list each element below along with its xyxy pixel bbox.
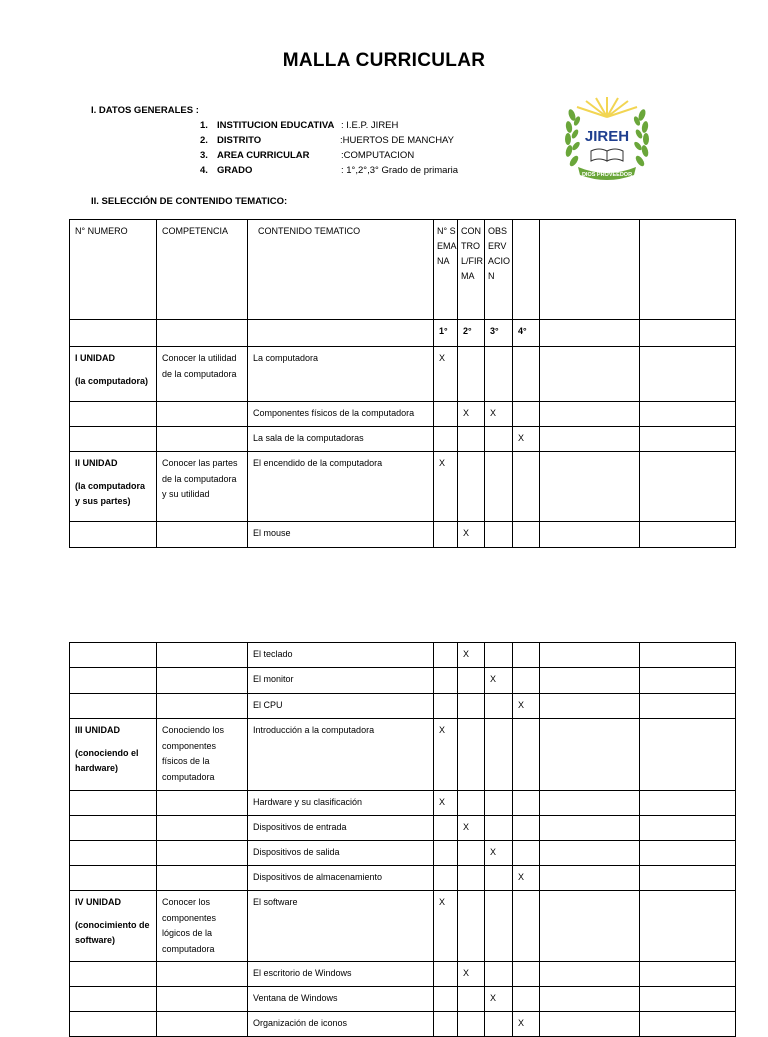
table-cell bbox=[640, 962, 736, 987]
table-row bbox=[70, 347, 736, 402]
unit-cell bbox=[70, 347, 157, 402]
mark-cell bbox=[485, 427, 513, 452]
content-cell: La sala de la computadoras bbox=[248, 427, 434, 452]
table-cell bbox=[540, 427, 640, 452]
general-item bbox=[200, 165, 560, 180]
logo-motto: DIOS PROVEEDOR bbox=[581, 172, 633, 178]
mark-cell bbox=[434, 668, 458, 694]
item-number: 4. bbox=[200, 165, 208, 176]
item-number: 3. bbox=[200, 150, 208, 161]
mark-cell bbox=[485, 962, 513, 987]
unit-name: II UNIDAD bbox=[75, 458, 118, 468]
unit-cell bbox=[70, 891, 157, 962]
table-cell bbox=[540, 220, 640, 320]
item-number: 2. bbox=[200, 135, 208, 146]
general-item bbox=[200, 150, 560, 165]
table-cell bbox=[640, 402, 736, 427]
table-row bbox=[70, 987, 736, 1012]
table-row bbox=[70, 643, 736, 668]
table-cell bbox=[540, 522, 640, 548]
table-cell bbox=[157, 668, 248, 694]
table-cell bbox=[640, 791, 736, 816]
curriculum-table-part1 bbox=[69, 219, 736, 548]
table-cell bbox=[157, 402, 248, 427]
header-control-cell bbox=[458, 220, 485, 320]
mark-cell bbox=[513, 452, 540, 522]
mark-cell bbox=[434, 866, 458, 891]
table-cell bbox=[640, 452, 736, 522]
table-cell bbox=[157, 643, 248, 668]
content-cell: Ventana de Windows bbox=[248, 987, 434, 1012]
table-cell bbox=[540, 347, 640, 402]
section-content-heading: II. SELECCIÓN DE CONTENIDO TEMATICO: bbox=[91, 196, 288, 207]
table-row bbox=[70, 791, 736, 816]
mark-cell bbox=[458, 841, 485, 866]
table-cell bbox=[540, 866, 640, 891]
content-cell: Organización de iconos bbox=[248, 1012, 434, 1037]
table-row bbox=[70, 402, 736, 427]
table-row bbox=[70, 841, 736, 866]
item-label: GRADO bbox=[217, 165, 253, 176]
table-cell bbox=[70, 816, 157, 841]
table-cell bbox=[640, 841, 736, 866]
mark-cell: X bbox=[434, 452, 458, 522]
competencia-cell: Conocer las partes de la computadora y su utilidad bbox=[157, 452, 248, 522]
mark-cell bbox=[485, 347, 513, 402]
mark-cell: X bbox=[485, 668, 513, 694]
content-cell: El teclado bbox=[248, 643, 434, 668]
mark-cell bbox=[485, 866, 513, 891]
table-cell bbox=[540, 987, 640, 1012]
mark-cell bbox=[458, 694, 485, 719]
unit-subtitle: (la computadora) bbox=[75, 376, 149, 386]
table-cell bbox=[248, 320, 434, 347]
mark-cell: X bbox=[434, 791, 458, 816]
table-cell bbox=[640, 694, 736, 719]
mark-cell bbox=[434, 402, 458, 427]
school-logo bbox=[558, 95, 656, 185]
table-cell bbox=[70, 866, 157, 891]
mark-cell bbox=[513, 668, 540, 694]
table-cell bbox=[157, 1012, 248, 1037]
table-cell bbox=[157, 694, 248, 719]
table-cell bbox=[540, 452, 640, 522]
mark-cell: X bbox=[485, 841, 513, 866]
mark-cell: X bbox=[458, 962, 485, 987]
table-cell bbox=[70, 962, 157, 987]
laurel-left bbox=[565, 108, 582, 167]
mark-cell bbox=[434, 962, 458, 987]
table-row bbox=[70, 816, 736, 841]
mark-cell bbox=[458, 452, 485, 522]
content-cell: El mouse bbox=[248, 522, 434, 548]
mark-cell bbox=[513, 347, 540, 402]
content-cell: Dispositivos de salida bbox=[248, 841, 434, 866]
table-row bbox=[70, 891, 736, 962]
item-label: DISTRITO bbox=[217, 135, 262, 146]
header-observacion-cell bbox=[485, 220, 513, 320]
mark-cell bbox=[513, 402, 540, 427]
mark-cell bbox=[458, 1012, 485, 1037]
mark-cell bbox=[434, 816, 458, 841]
table-row bbox=[70, 962, 736, 987]
table-cell bbox=[157, 816, 248, 841]
table-cell bbox=[513, 220, 540, 320]
unit-name: III UNIDAD bbox=[75, 725, 120, 735]
table-cell bbox=[640, 816, 736, 841]
header-contenido: CONTENIDO TEMATICO bbox=[248, 220, 434, 320]
mark-cell: X bbox=[434, 719, 458, 791]
content-cell: La computadora bbox=[248, 347, 434, 402]
mark-cell bbox=[458, 668, 485, 694]
table-cell bbox=[70, 694, 157, 719]
table-cell bbox=[640, 320, 736, 347]
mark-cell bbox=[458, 427, 485, 452]
table-row bbox=[70, 522, 736, 548]
table-cell bbox=[640, 347, 736, 402]
week-label: 1° bbox=[434, 320, 458, 347]
header-control: CONTROL/FIRMA bbox=[461, 226, 484, 281]
mark-cell: X bbox=[485, 987, 513, 1012]
table-cell bbox=[540, 668, 640, 694]
competencia-cell: Conocer la utilidad de la computadora bbox=[157, 347, 248, 402]
mark-cell bbox=[485, 452, 513, 522]
table-cell bbox=[70, 402, 157, 427]
mark-cell bbox=[513, 643, 540, 668]
table-cell bbox=[640, 220, 736, 320]
general-item bbox=[200, 120, 560, 135]
page-title: MALLA CURRICULAR bbox=[282, 50, 486, 71]
mark-cell bbox=[434, 1012, 458, 1037]
mark-cell bbox=[513, 719, 540, 791]
table-cell bbox=[640, 427, 736, 452]
unit-subtitle: (la computadora y sus partes) bbox=[75, 481, 146, 506]
table-cell bbox=[70, 1012, 157, 1037]
table-cell bbox=[157, 522, 248, 548]
table-cell bbox=[640, 719, 736, 791]
mark-cell bbox=[485, 522, 513, 548]
book-icon bbox=[591, 149, 623, 161]
table-cell bbox=[70, 841, 157, 866]
mark-cell bbox=[513, 891, 540, 962]
content-cell: El escritorio de Windows bbox=[248, 962, 434, 987]
mark-cell: X bbox=[513, 1012, 540, 1037]
table-cell bbox=[540, 402, 640, 427]
table-row bbox=[70, 694, 736, 719]
content-cell: Componentes físicos de la computadora bbox=[248, 402, 434, 427]
table-header-row bbox=[70, 220, 736, 320]
mark-cell: X bbox=[458, 522, 485, 548]
header-semana: N° SEMANA bbox=[437, 226, 457, 266]
table-row bbox=[70, 668, 736, 694]
unit-cell bbox=[70, 452, 157, 522]
mark-cell bbox=[434, 522, 458, 548]
mark-cell bbox=[458, 791, 485, 816]
table-row bbox=[70, 719, 736, 791]
week-number-row bbox=[70, 320, 736, 347]
table-cell bbox=[540, 891, 640, 962]
table-cell bbox=[540, 791, 640, 816]
table-cell bbox=[540, 962, 640, 987]
unit-subtitle: (conocimiento de software) bbox=[75, 920, 150, 945]
table-cell bbox=[70, 643, 157, 668]
mark-cell bbox=[485, 719, 513, 791]
mark-cell bbox=[485, 694, 513, 719]
week-label: 3° bbox=[485, 320, 513, 347]
unit-name: IV UNIDAD bbox=[75, 897, 122, 907]
mark-cell: X bbox=[458, 402, 485, 427]
table-cell bbox=[157, 427, 248, 452]
mark-cell bbox=[458, 347, 485, 402]
unit-name: I UNIDAD bbox=[75, 353, 115, 363]
item-value: :HUERTOS DE MANCHAY bbox=[340, 135, 455, 146]
competencia-cell: Conocer los componentes lógicos de la computadora bbox=[157, 891, 248, 962]
mark-cell: X bbox=[513, 866, 540, 891]
table-cell bbox=[70, 987, 157, 1012]
week-label: 2° bbox=[458, 320, 485, 347]
logo-emblem-icon bbox=[558, 95, 656, 185]
table-cell bbox=[640, 1012, 736, 1037]
table-cell bbox=[640, 891, 736, 962]
item-label: AREA CURRICULAR bbox=[217, 150, 310, 161]
general-item bbox=[200, 135, 560, 150]
mark-cell: X bbox=[458, 643, 485, 668]
mark-cell bbox=[485, 791, 513, 816]
content-cell: El CPU bbox=[248, 694, 434, 719]
item-label: INSTITUCION EDUCATIVA bbox=[217, 120, 335, 131]
table-row bbox=[70, 427, 736, 452]
mark-cell bbox=[513, 962, 540, 987]
table-cell bbox=[70, 320, 157, 347]
item-value: :COMPUTACION bbox=[341, 150, 415, 161]
table-row bbox=[70, 452, 736, 522]
content-cell: Hardware y su clasificación bbox=[248, 791, 434, 816]
table-row bbox=[70, 866, 736, 891]
general-data-list bbox=[200, 120, 560, 182]
section-general-heading: I. DATOS GENERALES : bbox=[91, 105, 199, 116]
mark-cell bbox=[485, 1012, 513, 1037]
mark-cell bbox=[458, 891, 485, 962]
content-cell: Dispositivos de entrada bbox=[248, 816, 434, 841]
mark-cell: X bbox=[434, 347, 458, 402]
header-semana-cell bbox=[434, 220, 458, 320]
mark-cell bbox=[513, 791, 540, 816]
mark-cell bbox=[513, 841, 540, 866]
table-cell bbox=[640, 866, 736, 891]
table-cell bbox=[540, 719, 640, 791]
table-cell bbox=[540, 643, 640, 668]
table-cell bbox=[157, 866, 248, 891]
table-cell bbox=[70, 522, 157, 548]
table-cell bbox=[157, 962, 248, 987]
week-label: 4° bbox=[513, 320, 540, 347]
item-number: 1. bbox=[200, 120, 208, 131]
table-cell bbox=[70, 668, 157, 694]
item-value: : 1°,2°,3° Grado de primaria bbox=[341, 165, 459, 176]
table-cell bbox=[157, 791, 248, 816]
table-cell bbox=[70, 427, 157, 452]
header-competencia: COMPETENCIA bbox=[157, 220, 248, 320]
mark-cell bbox=[485, 643, 513, 668]
unit-cell bbox=[70, 719, 157, 791]
content-cell: Introducción a la computadora bbox=[248, 719, 434, 791]
mark-cell bbox=[513, 816, 540, 841]
mark-cell bbox=[485, 891, 513, 962]
mark-cell bbox=[434, 694, 458, 719]
mark-cell bbox=[513, 522, 540, 548]
logo-text: JIREH bbox=[584, 128, 630, 145]
item-value: : I.E.P. JIREH bbox=[341, 120, 399, 131]
header-observacion: OBSERVACION bbox=[488, 226, 511, 281]
table-cell bbox=[157, 841, 248, 866]
table-cell bbox=[640, 987, 736, 1012]
mark-cell: X bbox=[434, 891, 458, 962]
content-cell: El software bbox=[248, 891, 434, 962]
mark-cell bbox=[458, 719, 485, 791]
content-cell: Dispositivos de almacenamiento bbox=[248, 866, 434, 891]
table-cell bbox=[540, 1012, 640, 1037]
table-row bbox=[70, 1012, 736, 1037]
mark-cell bbox=[513, 987, 540, 1012]
content-cell: El encendido de la computadora bbox=[248, 452, 434, 522]
table-cell bbox=[640, 668, 736, 694]
mark-cell: X bbox=[513, 427, 540, 452]
table-cell bbox=[540, 694, 640, 719]
table-cell bbox=[540, 320, 640, 347]
table-cell bbox=[157, 320, 248, 347]
sun-rays bbox=[577, 97, 637, 117]
mark-cell bbox=[434, 841, 458, 866]
mark-cell bbox=[434, 643, 458, 668]
mark-cell bbox=[434, 987, 458, 1012]
table-cell bbox=[640, 643, 736, 668]
mark-cell bbox=[485, 816, 513, 841]
laurel-right bbox=[633, 108, 650, 167]
mark-cell bbox=[458, 866, 485, 891]
content-cell: El monitor bbox=[248, 668, 434, 694]
mark-cell bbox=[458, 987, 485, 1012]
competencia-cell: Conociendo los componentes físicos de la computadora bbox=[157, 719, 248, 791]
mark-cell: X bbox=[513, 694, 540, 719]
table-cell bbox=[70, 791, 157, 816]
table-cell bbox=[540, 841, 640, 866]
unit-subtitle: (conociendo el hardware) bbox=[75, 748, 139, 773]
header-numero: N° NUMERO bbox=[70, 220, 157, 320]
mark-cell: X bbox=[458, 816, 485, 841]
curriculum-table-part2 bbox=[69, 642, 736, 1037]
mark-cell: X bbox=[485, 402, 513, 427]
table-cell bbox=[157, 987, 248, 1012]
table-cell bbox=[640, 522, 736, 548]
mark-cell bbox=[434, 427, 458, 452]
table-cell bbox=[540, 816, 640, 841]
